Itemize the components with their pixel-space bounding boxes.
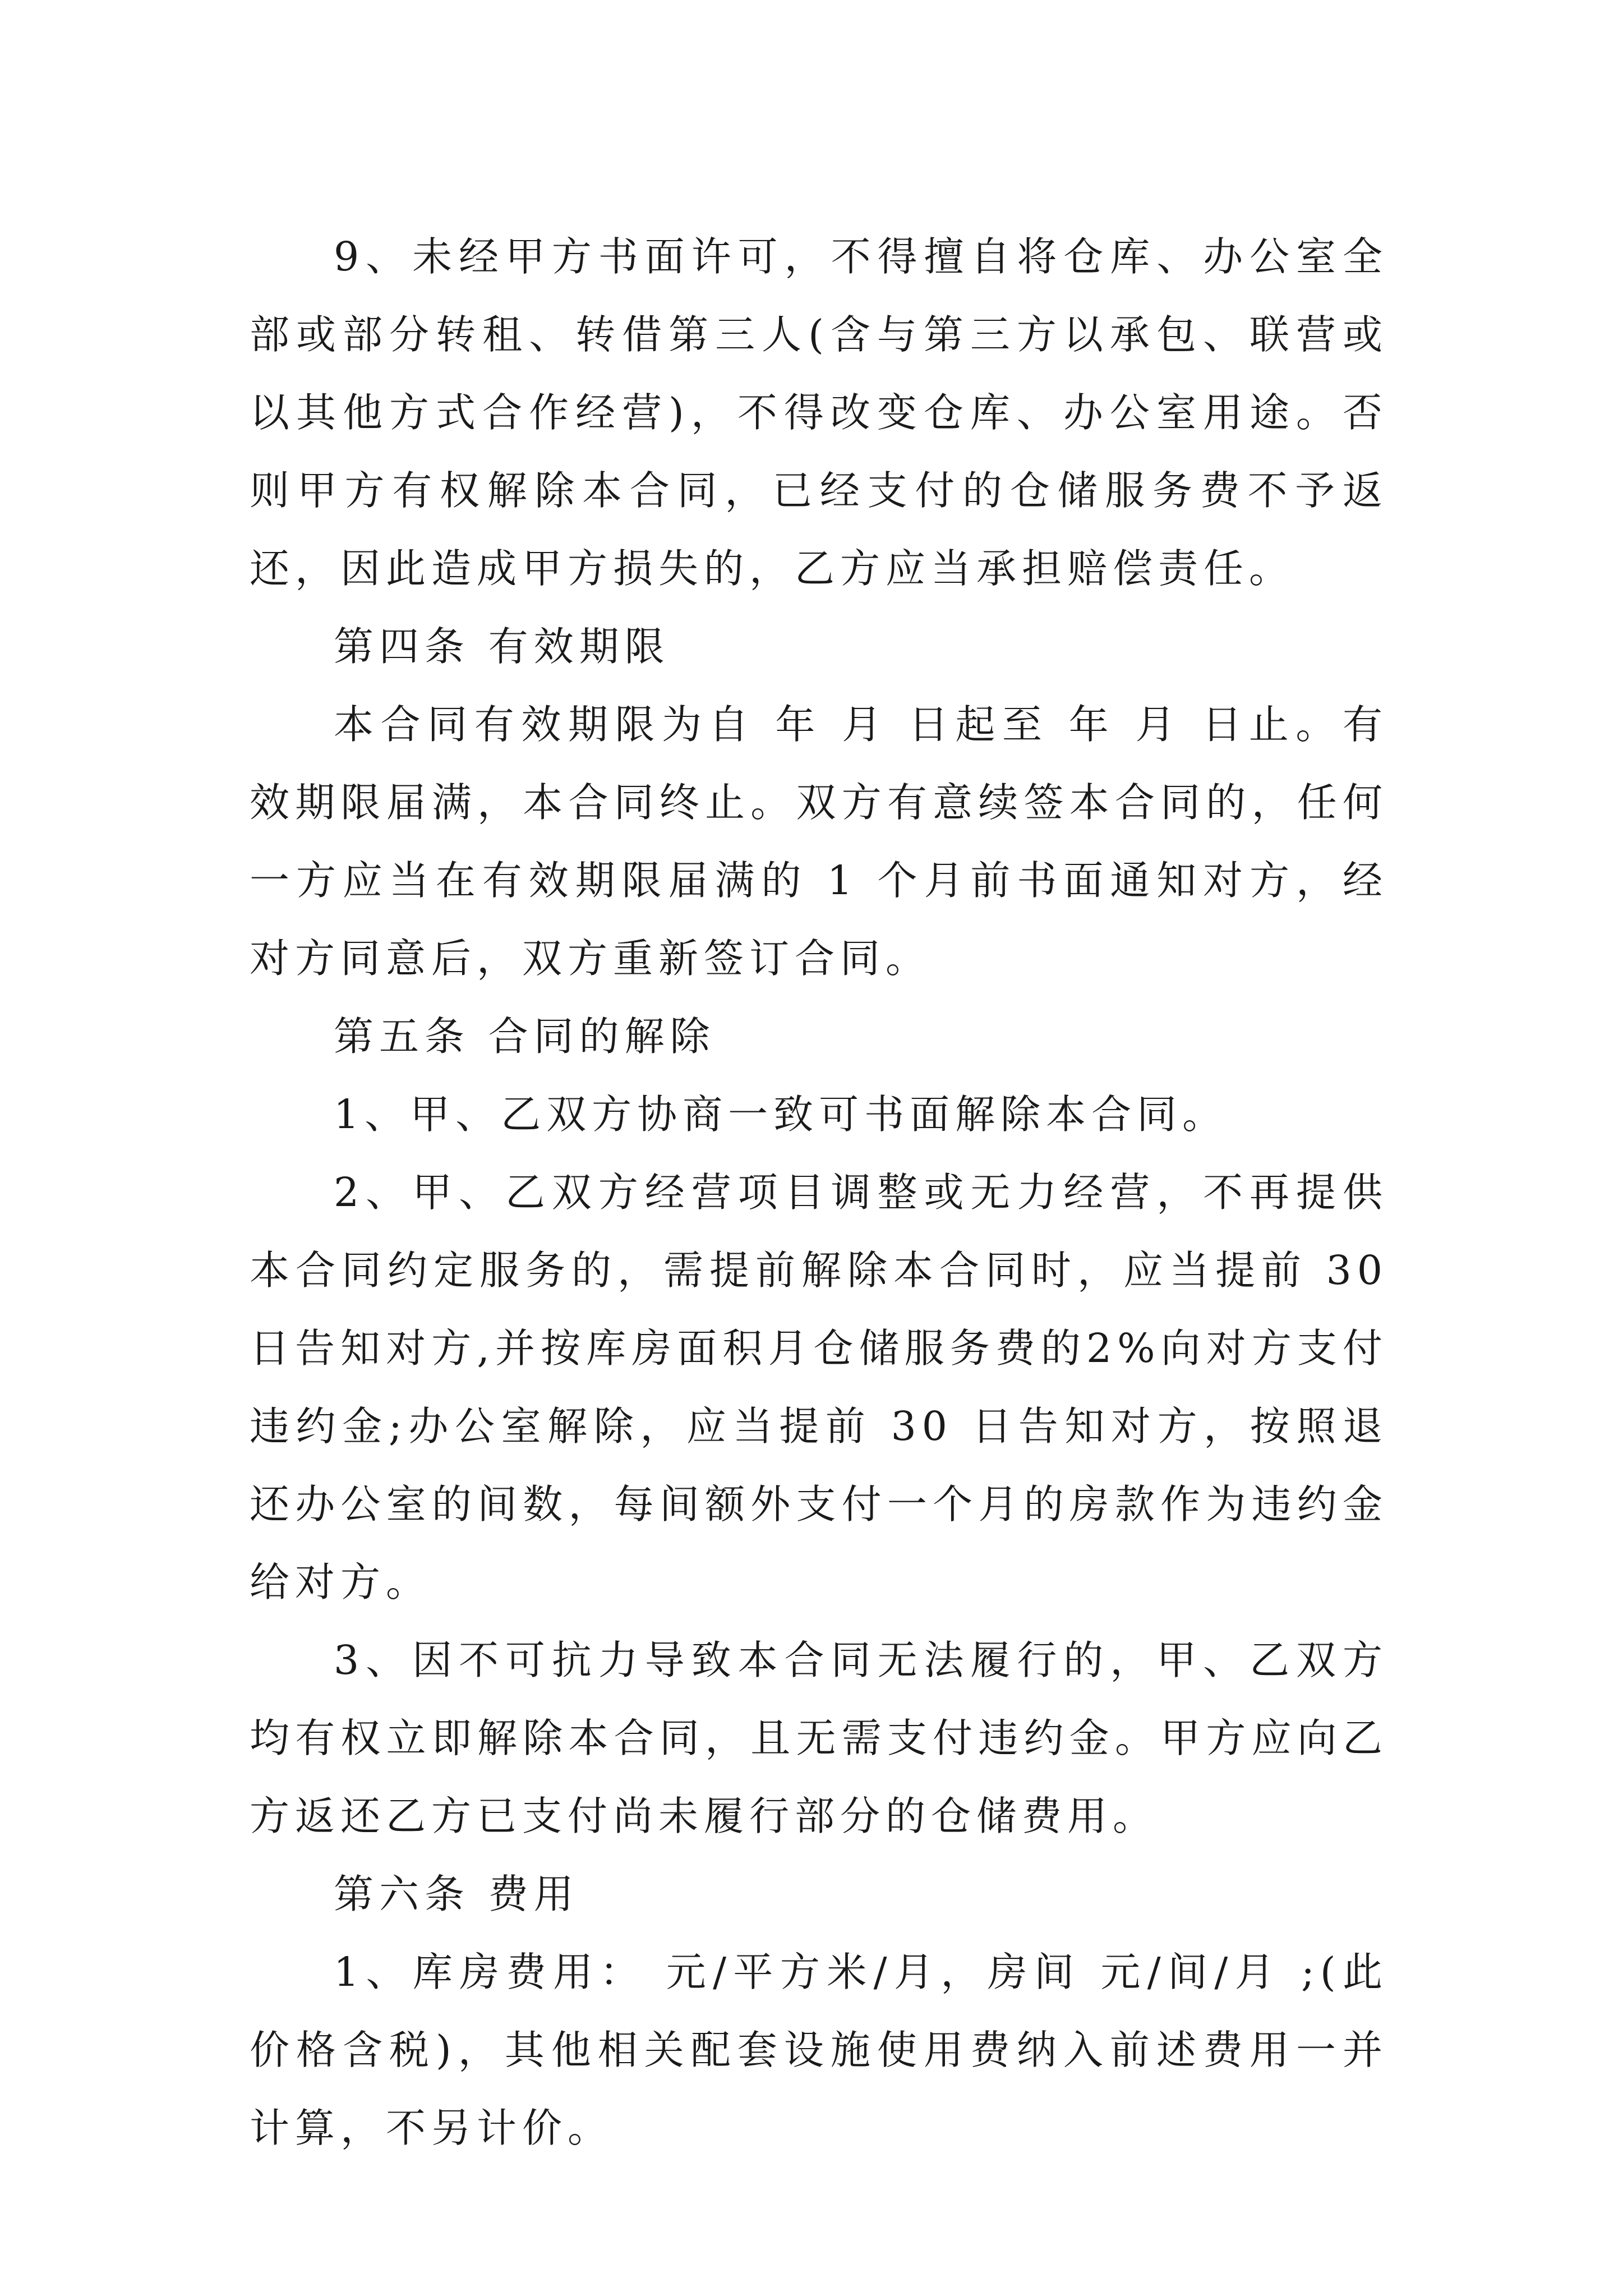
termination-clause-1: 1、甲、乙双方协商一致可书面解除本合同。 — [334, 1091, 1228, 1138]
termination-clause-2: 2、甲、乙双方经营项目调整或无力经营，不再提供本合同约定服务的，需提前解除本合同时，应当提前 30 日告知对方,并按库房面积月仓储服务费的2%向对方支付违约金;办公室解除，应当提前 30 日告知对方，按照退还办公室的间数，每间额外支付一个月的房款作为违约金给对方。 — [250, 1169, 1388, 1605]
termination-clause-3: 3、因不可抗力导致本合同无法履行的，甲、乙双方均有权立即解除本合同，且无需支付违约金。甲方应向乙方返还乙方已支付尚未履行部分的仓储费用。 — [250, 1637, 1388, 1839]
article-5-heading: 第五条 合同的解除 — [334, 1013, 716, 1060]
document-body — [250, 218, 1388, 2167]
fees-clause-1: 1、库房费用： 元/平方米/月，房间 元/间/月 ;(此价格含税)，其他相关配套设施使用费纳入前述费用一并计算，不另计价。 — [250, 1949, 1388, 2151]
validity-term-paragraph: 本合同有效期限为自 年 月 日起至 年 月 日止。有效期限届满，本合同终止。双方有意续签本合同的，任何一方应当在有效期限届满的 1 个月前书面通知对方，经对方同意后，双方重新签订合同。 — [250, 701, 1388, 982]
article-6-heading: 第六条 费用 — [334, 1871, 579, 1917]
clause-9-paragraph: 9、未经甲方书面许可，不得擅自将仓库、办公室全部或部分转租、转借第三人(含与第三方以承包、联营或以其他方式合作经营)，不得改变仓库、办公室用途。否则甲方有权解除本合同，已经支付的仓储服务费不予返还，因此造成甲方损失的，乙方应当承担赔偿责任。 — [250, 233, 1388, 592]
article-4-heading: 第四条 有效期限 — [334, 623, 670, 670]
